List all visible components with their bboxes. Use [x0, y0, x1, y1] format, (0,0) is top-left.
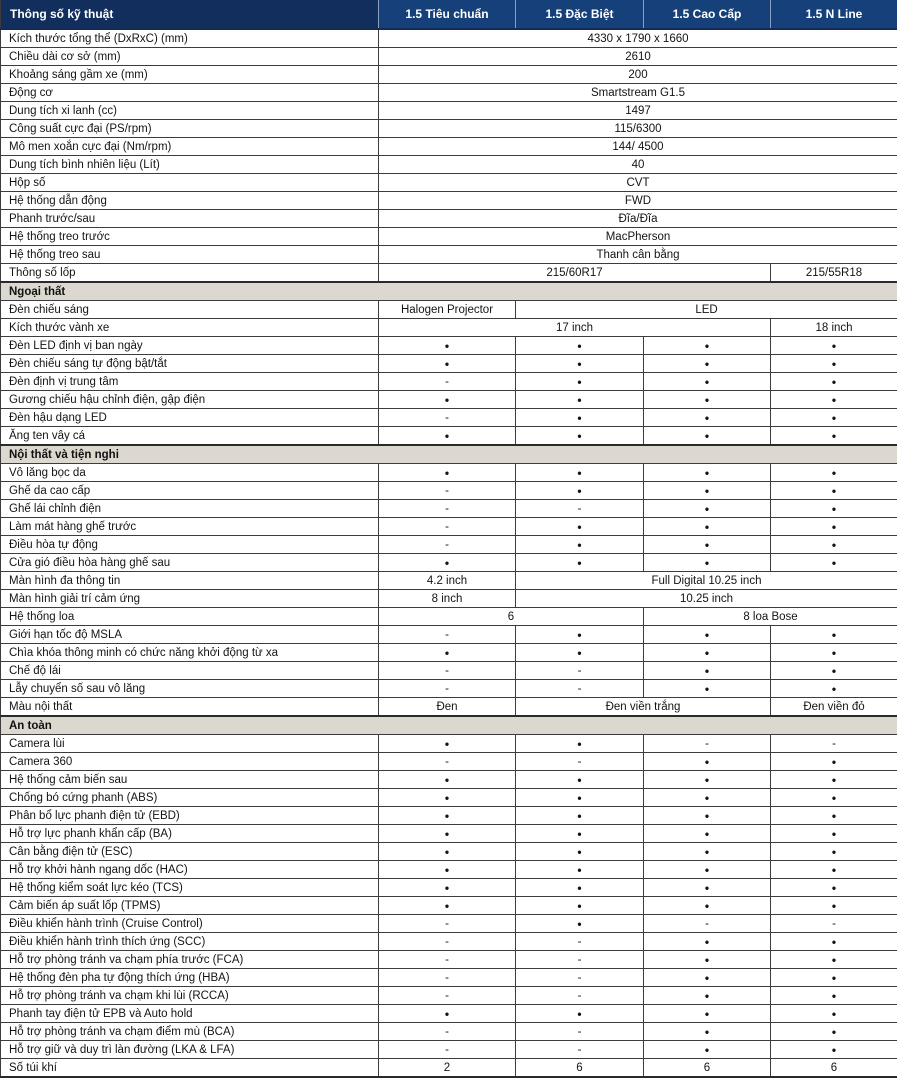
spec-row [1, 698, 897, 717]
feature-included-dot: • [516, 464, 644, 482]
spec-label: Cảm biến áp suất lốp (TPMS) [1, 897, 379, 915]
spec-value: FWD [379, 192, 897, 210]
spec-label: Đèn hậu dạng LED [1, 409, 379, 427]
spec-row [1, 246, 897, 264]
spec-label: Hệ thống đèn pha tự động thích ứng (HBA) [1, 969, 379, 987]
spec-label: Làm mát hàng ghế trước [1, 518, 379, 536]
spec-row [1, 1023, 897, 1041]
feature-unavailable-dash: - [379, 933, 516, 951]
feature-included-dot: • [644, 626, 771, 644]
spec-row [1, 807, 897, 825]
spec-label: Hệ thống kiểm soát lực kéo (TCS) [1, 879, 379, 897]
feature-included-dot: • [379, 554, 516, 572]
spec-label: Phanh tay điện tử EPB và Auto hold [1, 1005, 379, 1023]
feature-included-dot: • [644, 464, 771, 482]
feature-included-dot: • [644, 518, 771, 536]
trim-column-header-dac-biet: 1.5 Đặc Biệt [516, 0, 644, 29]
feature-included-dot: • [516, 825, 644, 843]
spec-value: 2 [379, 1059, 516, 1078]
spec-value: 215/60R17 [379, 264, 771, 283]
feature-included-dot: • [516, 771, 644, 789]
feature-included-dot: • [644, 662, 771, 680]
spec-value: 4.2 inch [379, 572, 516, 590]
spec-row [1, 969, 897, 987]
spec-row [1, 951, 897, 969]
spec-label: Lẫy chuyển số sau vô lăng [1, 680, 379, 698]
spec-row [1, 464, 897, 482]
table-header-row [1, 0, 897, 29]
feature-unavailable-dash: - [516, 662, 644, 680]
section-header-row [1, 445, 897, 464]
feature-included-dot: • [644, 391, 771, 409]
feature-included-dot: • [771, 789, 897, 807]
feature-included-dot: • [644, 644, 771, 662]
feature-included-dot: • [516, 409, 644, 427]
feature-unavailable-dash: - [379, 951, 516, 969]
section-title: Nội thất và tiện nghi [1, 445, 897, 464]
spec-label: Đèn LED định vị ban ngày [1, 337, 379, 355]
feature-included-dot: • [771, 1023, 897, 1041]
spec-label: Ghế da cao cấp [1, 482, 379, 500]
feature-included-dot: • [516, 897, 644, 915]
feature-included-dot: • [516, 482, 644, 500]
spec-row [1, 735, 897, 753]
spec-row [1, 409, 897, 427]
spec-label: Chìa khóa thông minh có chức năng khởi động từ xa [1, 644, 379, 662]
spec-value: 215/55R18 [771, 264, 897, 283]
spec-label: Màn hình đa thông tin [1, 572, 379, 590]
spec-label: Kích thước vành xe [1, 319, 379, 337]
spec-label: Hỗ trợ giữ và duy trì làn đường (LKA & LFA) [1, 1041, 379, 1059]
spec-value: Halogen Projector [379, 301, 516, 319]
feature-unavailable-dash: - [516, 969, 644, 987]
trim-column-header-tieu-chuan: 1.5 Tiêu chuẩn [379, 0, 516, 29]
spec-label: Hộp số [1, 174, 379, 192]
feature-included-dot: • [516, 843, 644, 861]
spec-value: 17 inch [379, 319, 771, 337]
spec-label: Camera 360 [1, 753, 379, 771]
feature-included-dot: • [771, 536, 897, 554]
section-title: An toàn [1, 716, 897, 735]
feature-included-dot: • [644, 951, 771, 969]
spec-row [1, 680, 897, 698]
feature-included-dot: • [516, 554, 644, 572]
feature-included-dot: • [644, 554, 771, 572]
feature-included-dot: • [644, 987, 771, 1005]
spec-label: Khoảng sáng gầm xe (mm) [1, 66, 379, 84]
feature-included-dot: • [516, 879, 644, 897]
spec-value: 6 [771, 1059, 897, 1078]
feature-included-dot: • [516, 518, 644, 536]
spec-row [1, 192, 897, 210]
feature-included-dot: • [644, 427, 771, 446]
feature-included-dot: • [379, 843, 516, 861]
spec-label: Hỗ trợ phòng tránh va chạm khi lùi (RCCA) [1, 987, 379, 1005]
feature-included-dot: • [379, 879, 516, 897]
spec-label: Hỗ trợ khởi hành ngang dốc (HAC) [1, 861, 379, 879]
feature-unavailable-dash: - [379, 373, 516, 391]
feature-included-dot: • [771, 1005, 897, 1023]
feature-included-dot: • [771, 861, 897, 879]
spec-value: 8 loa Bose [644, 608, 897, 626]
spec-label: Màu nội thất [1, 698, 379, 717]
spec-label: Hỗ trợ phòng tránh va chạm phía trước (FCA) [1, 951, 379, 969]
feature-included-dot: • [644, 680, 771, 698]
spec-row [1, 174, 897, 192]
spec-row [1, 66, 897, 84]
spec-label: Dung tích xi lanh (cc) [1, 102, 379, 120]
feature-unavailable-dash: - [379, 626, 516, 644]
spec-label: Cửa gió điều hòa hàng ghế sau [1, 554, 379, 572]
feature-included-dot: • [379, 861, 516, 879]
feature-included-dot: • [379, 897, 516, 915]
spec-label: Hỗ trợ phòng tránh va chạm điểm mù (BCA) [1, 1023, 379, 1041]
feature-unavailable-dash: - [379, 915, 516, 933]
feature-included-dot: • [379, 789, 516, 807]
spec-value: 40 [379, 156, 897, 174]
feature-included-dot: • [771, 662, 897, 680]
feature-included-dot: • [644, 933, 771, 951]
spec-row [1, 48, 897, 66]
feature-included-dot: • [771, 391, 897, 409]
feature-included-dot: • [379, 464, 516, 482]
feature-included-dot: • [771, 337, 897, 355]
feature-included-dot: • [379, 427, 516, 446]
feature-included-dot: • [516, 807, 644, 825]
spec-label: Số túi khí [1, 1059, 379, 1078]
spec-row [1, 120, 897, 138]
spec-value: 6 [379, 608, 644, 626]
spec-label: Hệ thống treo trước [1, 228, 379, 246]
feature-unavailable-dash: - [379, 753, 516, 771]
spec-value: 115/6300 [379, 120, 897, 138]
spec-label: Thông số lốp [1, 264, 379, 283]
feature-unavailable-dash: - [516, 680, 644, 698]
spec-row [1, 427, 897, 446]
spec-label: Hệ thống treo sau [1, 246, 379, 264]
feature-unavailable-dash: - [516, 987, 644, 1005]
feature-included-dot: • [644, 337, 771, 355]
feature-unavailable-dash: - [379, 482, 516, 500]
spec-label: Mô men xoắn cực đại (Nm/rpm) [1, 138, 379, 156]
feature-included-dot: • [379, 391, 516, 409]
spec-row [1, 554, 897, 572]
feature-included-dot: • [771, 807, 897, 825]
feature-unavailable-dash: - [379, 680, 516, 698]
spec-value: CVT [379, 174, 897, 192]
spec-value: Smartstream G1.5 [379, 84, 897, 102]
spec-row [1, 1005, 897, 1023]
spec-label: Đèn chiếu sáng tự động bật/tắt [1, 355, 379, 373]
feature-included-dot: • [516, 626, 644, 644]
section-title: Ngoại thất [1, 282, 897, 301]
spec-row [1, 156, 897, 174]
feature-included-dot: • [379, 337, 516, 355]
trim-column-header-n-line: 1.5 N Line [771, 0, 897, 29]
spec-value: MacPherson [379, 228, 897, 246]
spec-value: Đĩa/Đĩa [379, 210, 897, 228]
feature-included-dot: • [516, 355, 644, 373]
spec-value: 8 inch [379, 590, 516, 608]
feature-unavailable-dash: - [644, 915, 771, 933]
spec-row [1, 536, 897, 554]
feature-included-dot: • [771, 753, 897, 771]
feature-included-dot: • [644, 789, 771, 807]
spec-value: Full Digital 10.25 inch [516, 572, 897, 590]
spec-row [1, 825, 897, 843]
spec-row [1, 319, 897, 337]
spec-row [1, 662, 897, 680]
spec-row [1, 518, 897, 536]
feature-included-dot: • [771, 626, 897, 644]
feature-unavailable-dash: - [379, 1041, 516, 1059]
feature-included-dot: • [771, 843, 897, 861]
feature-unavailable-dash: - [771, 735, 897, 753]
feature-unavailable-dash: - [516, 951, 644, 969]
spec-label: Hệ thống dẫn động [1, 192, 379, 210]
spec-label: Điều khiển hành trình thích ứng (SCC) [1, 933, 379, 951]
spec-value: 6 [516, 1059, 644, 1078]
feature-included-dot: • [644, 409, 771, 427]
spec-row [1, 572, 897, 590]
spec-label: Phanh trước/sau [1, 210, 379, 228]
feature-included-dot: • [771, 373, 897, 391]
feature-unavailable-dash: - [516, 933, 644, 951]
spec-row [1, 373, 897, 391]
feature-unavailable-dash: - [379, 409, 516, 427]
feature-included-dot: • [644, 969, 771, 987]
feature-included-dot: • [771, 897, 897, 915]
feature-included-dot: • [771, 1041, 897, 1059]
spec-value: 10.25 inch [516, 590, 897, 608]
spec-label: Phân bổ lực phanh điện tử (EBD) [1, 807, 379, 825]
feature-unavailable-dash: - [516, 753, 644, 771]
spec-label: Hệ thống cảm biến sau [1, 771, 379, 789]
feature-included-dot: • [516, 373, 644, 391]
feature-included-dot: • [644, 843, 771, 861]
spec-label: Vô lăng bọc da [1, 464, 379, 482]
spec-label: Điều khiển hành trình (Cruise Control) [1, 915, 379, 933]
spec-table-header [1, 0, 897, 29]
feature-unavailable-dash: - [516, 500, 644, 518]
spec-row [1, 897, 897, 915]
feature-unavailable-dash: - [379, 662, 516, 680]
spec-row [1, 879, 897, 897]
spec-row [1, 355, 897, 373]
feature-unavailable-dash: - [379, 987, 516, 1005]
feature-included-dot: • [516, 536, 644, 554]
spec-row [1, 391, 897, 409]
spec-row [1, 915, 897, 933]
feature-included-dot: • [644, 825, 771, 843]
feature-unavailable-dash: - [771, 915, 897, 933]
spec-value: 2610 [379, 48, 897, 66]
feature-included-dot: • [771, 482, 897, 500]
spec-label: Hỗ trợ lực phanh khẩn cấp (BA) [1, 825, 379, 843]
feature-included-dot: • [379, 1005, 516, 1023]
feature-included-dot: • [516, 644, 644, 662]
feature-included-dot: • [771, 680, 897, 698]
feature-included-dot: • [771, 554, 897, 572]
spec-label: Camera lùi [1, 735, 379, 753]
feature-included-dot: • [379, 735, 516, 753]
feature-unavailable-dash: - [379, 1023, 516, 1041]
feature-included-dot: • [516, 337, 644, 355]
spec-row [1, 590, 897, 608]
spec-row [1, 228, 897, 246]
spec-row [1, 843, 897, 861]
spec-value: Thanh cân bằng [379, 246, 897, 264]
feature-included-dot: • [516, 735, 644, 753]
spec-row [1, 644, 897, 662]
spec-row [1, 301, 897, 319]
spec-row [1, 771, 897, 789]
feature-included-dot: • [516, 789, 644, 807]
spec-row [1, 84, 897, 102]
spec-value: Đen viền trắng [516, 698, 771, 717]
spec-label: Cân bằng điện tử (ESC) [1, 843, 379, 861]
feature-included-dot: • [644, 807, 771, 825]
spec-label: Động cơ [1, 84, 379, 102]
feature-included-dot: • [771, 951, 897, 969]
spec-label: Gương chiếu hậu chỉnh điện, gập điện [1, 391, 379, 409]
spec-row [1, 138, 897, 156]
spec-value: Đen viền đỏ [771, 698, 897, 717]
spec-row [1, 987, 897, 1005]
feature-included-dot: • [379, 644, 516, 662]
spec-value: 6 [644, 1059, 771, 1078]
spec-label: Chế độ lái [1, 662, 379, 680]
feature-unavailable-dash: - [516, 1023, 644, 1041]
spec-value: 18 inch [771, 319, 897, 337]
section-header-row [1, 716, 897, 735]
spec-table-body [1, 29, 897, 1077]
feature-unavailable-dash: - [379, 518, 516, 536]
spec-label: Dung tích bình nhiên liệu (Lít) [1, 156, 379, 174]
spec-label: Ăng ten vây cá [1, 427, 379, 446]
spec-row [1, 1041, 897, 1059]
feature-included-dot: • [644, 861, 771, 879]
feature-included-dot: • [644, 482, 771, 500]
spec-row [1, 608, 897, 626]
feature-included-dot: • [516, 1005, 644, 1023]
feature-included-dot: • [771, 644, 897, 662]
feature-included-dot: • [379, 807, 516, 825]
spec-label: Ghế lái chỉnh điện [1, 500, 379, 518]
spec-row [1, 264, 897, 283]
spec-value: 200 [379, 66, 897, 84]
spec-row [1, 933, 897, 951]
feature-included-dot: • [771, 409, 897, 427]
trim-column-header-cao-cap: 1.5 Cao Cấp [644, 0, 771, 29]
feature-included-dot: • [771, 771, 897, 789]
feature-included-dot: • [771, 825, 897, 843]
table-title: Thông số kỹ thuật [1, 0, 379, 29]
feature-unavailable-dash: - [644, 735, 771, 753]
spec-row [1, 102, 897, 120]
feature-unavailable-dash: - [516, 1041, 644, 1059]
feature-included-dot: • [771, 355, 897, 373]
spec-row [1, 861, 897, 879]
feature-included-dot: • [379, 825, 516, 843]
spec-label: Đèn chiếu sáng [1, 301, 379, 319]
spec-label: Hệ thống loa [1, 608, 379, 626]
spec-row [1, 337, 897, 355]
feature-included-dot: • [379, 771, 516, 789]
spec-row [1, 210, 897, 228]
spec-row [1, 1059, 897, 1078]
spec-label: Giới hạn tốc độ MSLA [1, 626, 379, 644]
feature-included-dot: • [644, 771, 771, 789]
feature-included-dot: • [516, 391, 644, 409]
spec-value: LED [516, 301, 897, 319]
feature-unavailable-dash: - [379, 536, 516, 554]
feature-included-dot: • [771, 427, 897, 446]
feature-included-dot: • [644, 355, 771, 373]
feature-included-dot: • [644, 1023, 771, 1041]
feature-included-dot: • [644, 500, 771, 518]
spec-label: Công suất cực đại (PS/rpm) [1, 120, 379, 138]
feature-included-dot: • [771, 500, 897, 518]
spec-value: 4330 x 1790 x 1660 [379, 29, 897, 48]
feature-included-dot: • [771, 879, 897, 897]
spec-label: Kích thước tổng thể (DxRxC) (mm) [1, 29, 379, 48]
feature-included-dot: • [771, 987, 897, 1005]
spec-label: Điều hòa tự động [1, 536, 379, 554]
spec-value: Đen [379, 698, 516, 717]
spec-row [1, 482, 897, 500]
feature-included-dot: • [644, 1041, 771, 1059]
feature-included-dot: • [516, 861, 644, 879]
feature-included-dot: • [644, 897, 771, 915]
spec-label: Chiều dài cơ sở (mm) [1, 48, 379, 66]
feature-included-dot: • [771, 969, 897, 987]
spec-value: 144/ 4500 [379, 138, 897, 156]
spec-row [1, 789, 897, 807]
feature-included-dot: • [644, 373, 771, 391]
spec-row [1, 626, 897, 644]
feature-included-dot: • [771, 933, 897, 951]
spec-value: 1497 [379, 102, 897, 120]
feature-included-dot: • [379, 355, 516, 373]
feature-included-dot: • [771, 464, 897, 482]
feature-included-dot: • [516, 915, 644, 933]
spec-label: Chống bó cứng phanh (ABS) [1, 789, 379, 807]
feature-included-dot: • [516, 427, 644, 446]
spec-label: Đèn định vị trung tâm [1, 373, 379, 391]
feature-included-dot: • [644, 879, 771, 897]
feature-included-dot: • [644, 753, 771, 771]
spec-row [1, 753, 897, 771]
feature-included-dot: • [644, 536, 771, 554]
spec-row [1, 500, 897, 518]
feature-unavailable-dash: - [379, 969, 516, 987]
feature-unavailable-dash: - [379, 500, 516, 518]
feature-included-dot: • [771, 518, 897, 536]
feature-included-dot: • [644, 1005, 771, 1023]
spec-row [1, 29, 897, 48]
spec-label: Màn hình giải trí cảm ứng [1, 590, 379, 608]
section-header-row [1, 282, 897, 301]
